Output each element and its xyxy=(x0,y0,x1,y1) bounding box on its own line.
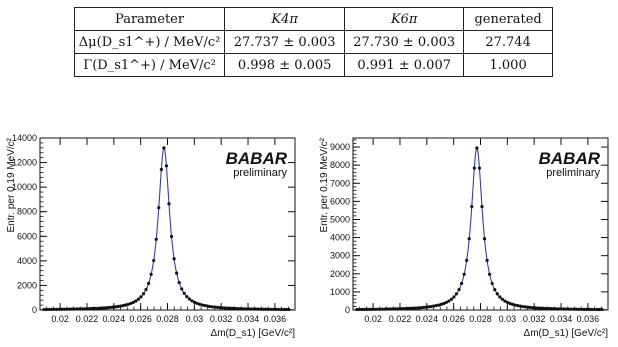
row-generated-value: 27.744 xyxy=(464,31,553,54)
x-tick-label: 0.03 xyxy=(498,314,517,324)
x-tick-label: 0.024 xyxy=(415,314,439,324)
results-table xyxy=(74,7,553,77)
row-generated-value: 1.000 xyxy=(464,54,553,77)
x-tick-label: 0.034 xyxy=(549,314,573,324)
row-k4pi-value: 27.737 ± 0.003 xyxy=(225,31,345,54)
x-axis-title: Δm(D_s1) [GeV/c²] xyxy=(523,328,608,339)
x-tick-label: 0.036 xyxy=(263,314,287,324)
y-tick-label: 0 xyxy=(31,305,37,315)
y-tick-label: 8000 xyxy=(16,206,37,217)
y-tick-label: 10000 xyxy=(11,182,37,193)
preliminary-label: preliminary xyxy=(233,167,287,179)
y-tick-label: 9000 xyxy=(329,142,350,153)
mass-distribution-plot-k4pi xyxy=(0,128,305,343)
x-tick-label: 0.02 xyxy=(51,314,69,324)
y-tick-label: 2000 xyxy=(329,268,350,279)
y-axis-title: Entr. per 0.19 MeV/c² xyxy=(319,138,330,233)
y-tick-label: 5000 xyxy=(329,214,350,225)
preliminary-label: preliminary xyxy=(546,167,600,179)
header-k6pi: K6π xyxy=(345,8,464,31)
y-tick-label: 1000 xyxy=(329,286,350,297)
table-header-row xyxy=(75,8,553,31)
x-tick-label: 0.032 xyxy=(522,314,546,324)
x-tick-label: 0.026 xyxy=(442,314,465,324)
y-tick-label: 0 xyxy=(344,305,350,315)
row-param-label: Δμ(D_s1^+) / MeV/c² xyxy=(75,31,225,54)
babar-logo: BABAR xyxy=(538,149,600,168)
y-tick-label: 14000 xyxy=(11,133,37,143)
x-tick-label: 0.03 xyxy=(185,314,204,324)
babar-logo: BABAR xyxy=(225,149,287,168)
x-tick-label: 0.02 xyxy=(364,314,382,324)
y-tick-label: 7000 xyxy=(329,178,350,189)
y-tick-label: 12000 xyxy=(11,157,37,168)
row-k4pi-value: 0.998 ± 0.005 xyxy=(225,54,345,77)
y-tick-label: 6000 xyxy=(329,196,350,207)
header-generated: generated xyxy=(464,8,553,31)
y-tick-label: 2000 xyxy=(16,280,37,291)
x-tick-label: 0.022 xyxy=(388,314,412,324)
row-param-label: Γ(D_s1^+) / MeV/c² xyxy=(75,54,225,77)
x-tick-label: 0.028 xyxy=(469,314,492,324)
header-k4pi: K4π xyxy=(225,8,345,31)
x-tick-label: 0.024 xyxy=(102,314,126,324)
y-tick-label: 3000 xyxy=(329,250,350,261)
x-tick-label: 0.034 xyxy=(236,314,260,324)
x-axis-title: Δm(D_s1) [GeV/c²] xyxy=(210,328,295,339)
table-row xyxy=(75,31,553,54)
x-tick-label: 0.032 xyxy=(209,314,233,324)
table-row xyxy=(75,54,553,77)
mass-distribution-plot-k6pi xyxy=(313,128,618,343)
y-tick-label: 4000 xyxy=(329,232,350,243)
y-tick-label: 6000 xyxy=(16,231,37,242)
header-parameter: Parameter xyxy=(75,8,225,31)
x-tick-label: 0.028 xyxy=(156,314,179,324)
x-tick-label: 0.026 xyxy=(129,314,152,324)
row-k6pi-value: 0.991 ± 0.007 xyxy=(345,54,464,77)
y-axis-title: Entr. per 0.19 MeV/c² xyxy=(6,138,17,233)
x-tick-label: 0.022 xyxy=(75,314,99,324)
row-k6pi-value: 27.730 ± 0.003 xyxy=(345,31,464,54)
y-tick-label: 8000 xyxy=(329,160,350,171)
y-tick-label: 4000 xyxy=(16,255,37,266)
x-tick-label: 0.036 xyxy=(576,314,600,324)
